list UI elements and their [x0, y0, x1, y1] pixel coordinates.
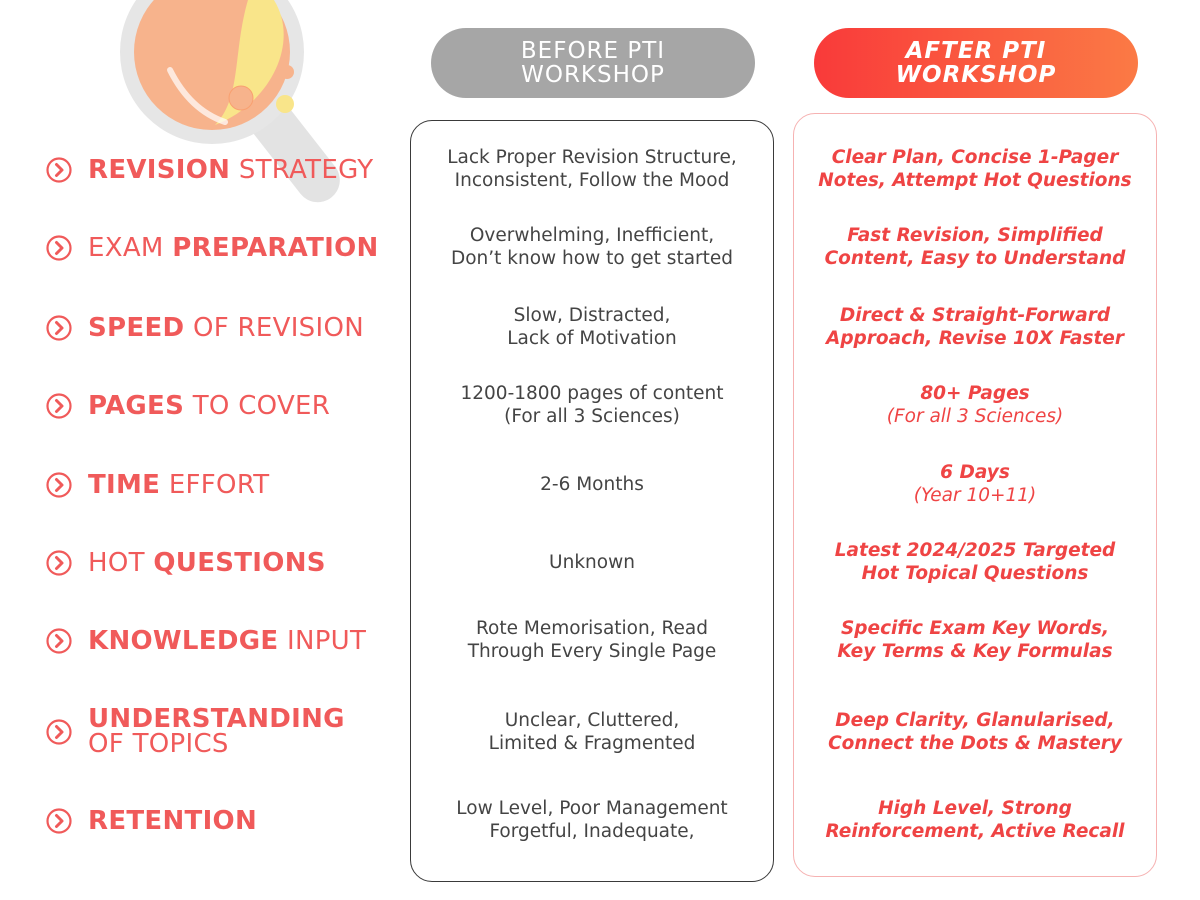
chevron-right-circle-icon [46, 550, 72, 576]
row-label-normal: EFFORT [160, 469, 270, 500]
row-label [46, 154, 374, 185]
before-cell [410, 304, 774, 350]
row-label-bold: RETENTION [88, 805, 258, 836]
after-cell-line: Hot Topical Questions [861, 563, 1089, 584]
after-header-line1: AFTER PTI [905, 38, 1047, 64]
row-label-bold: KNOWLEDGE [88, 625, 279, 656]
after-cell-line: Clear Plan, Concise 1-Pager [831, 147, 1119, 168]
chevron-right-circle-icon [46, 472, 72, 498]
row-label-text [88, 390, 331, 421]
before-cell [410, 473, 774, 496]
after-cell-line: Specific Exam Key Words, [840, 618, 1110, 639]
chevron-right-circle-icon [46, 315, 72, 341]
row-label-text [88, 805, 258, 836]
after-cell-line: (For all 3 Sciences) [886, 406, 1064, 427]
before-cell [410, 551, 774, 574]
before-cell-line: Through Every Single Page [467, 641, 717, 662]
chevron-right-circle-icon [46, 808, 72, 834]
row-label-normal: HOT [88, 547, 154, 578]
after-cell-line: 80+ Pages [920, 383, 1030, 404]
after-cell-line: Key Terms & Key Formulas [837, 641, 1113, 662]
before-header-line2: WORKSHOP [521, 62, 665, 88]
after-cell [793, 539, 1157, 585]
after-cell [793, 146, 1157, 192]
after-cell-line: Fast Revision, Simplified [847, 225, 1103, 246]
row-label-text [88, 625, 367, 656]
row-label-text [88, 547, 326, 578]
before-cell-line: Slow, Distracted, [513, 305, 671, 326]
before-cell-line: Inconsistent, Follow the Mood [454, 170, 730, 191]
after-cell [793, 709, 1157, 755]
row-label [46, 469, 270, 500]
after-cell-line: 6 Days [940, 462, 1010, 483]
before-cell-line: Lack Proper Revision Structure, [447, 147, 737, 168]
row-label-text [88, 469, 270, 500]
after-cell-line: Latest 2024/2025 Targeted [834, 540, 1116, 561]
after-cell [793, 617, 1157, 663]
before-cell-line: Don’t know how to get started [450, 248, 734, 269]
after-cell-line: (Year 10+11) [913, 485, 1037, 506]
row-label-line2: OF TOPICS [88, 729, 229, 759]
after-cell-line: Content, Easy to Understand [824, 248, 1126, 269]
before-cell [410, 617, 774, 663]
before-cell-line: 1200-1800 pages of content [460, 383, 724, 404]
row-label-bold: SPEED [88, 312, 185, 343]
after-cell [793, 461, 1157, 507]
before-cell [410, 382, 774, 428]
after-cell [793, 382, 1157, 428]
row-label [46, 704, 345, 759]
row-label [46, 312, 364, 343]
row-label-bold: UNDERSTANDING [88, 704, 345, 734]
chevron-right-circle-icon [46, 157, 72, 183]
after-cell-line: Approach, Revise 10X Faster [826, 328, 1124, 349]
row-label-normal: INPUT [278, 625, 367, 656]
before-cell-line: (For all 3 Sciences) [504, 406, 680, 427]
after-header-line2: WORKSHOP [895, 62, 1057, 88]
before-cell-line: Unknown [549, 551, 635, 573]
before-cell [410, 146, 774, 192]
row-label-normal: STRATEGY [230, 154, 374, 185]
after-header [814, 28, 1138, 98]
before-cell-line: Low Level, Poor Management [456, 798, 728, 819]
chevron-right-circle-icon [46, 719, 72, 745]
before-cell [410, 224, 774, 270]
row-label-bold: REVISION [88, 154, 231, 185]
row-label-normal: OF REVISION [184, 312, 364, 343]
before-cell-line: Rote Memorisation, Read [476, 618, 708, 639]
row-label [46, 232, 379, 263]
before-cell-line: Unclear, Cluttered, [504, 710, 680, 731]
row-label-bold: PAGES [88, 390, 185, 421]
after-cell-line: High Level, Strong [878, 798, 1072, 819]
flask-icon [0, 0, 420, 220]
after-cell-line: Direct & Straight-Forward [839, 305, 1111, 326]
row-label-text [88, 312, 364, 343]
row-label-text [88, 232, 379, 263]
row-label-bold: PREPARATION [172, 232, 379, 263]
row-label [46, 547, 326, 578]
row-label-bold: TIME [88, 469, 161, 500]
before-cell [410, 709, 774, 755]
before-cell-line: 2-6 Months [540, 473, 644, 495]
row-label-text [88, 154, 374, 185]
after-cell [793, 797, 1157, 843]
row-label [46, 625, 367, 656]
row-label-bold: QUESTIONS [153, 547, 326, 578]
after-cell-line: Connect the Dots & Mastery [828, 733, 1122, 754]
after-cell-line: Deep Clarity, Glanularised, [835, 710, 1115, 731]
row-label-normal: EXAM [88, 232, 173, 263]
before-cell [410, 797, 774, 843]
row-label [46, 805, 258, 836]
chevron-right-circle-icon [46, 393, 72, 419]
row-label-normal: TO COVER [184, 390, 331, 421]
chevron-right-circle-icon [46, 235, 72, 261]
after-cell [793, 224, 1157, 270]
before-cell-line: Lack of Motivation [507, 328, 677, 349]
after-cell [793, 304, 1157, 350]
before-header-line1: BEFORE PTI [520, 38, 666, 64]
after-cell-line: Notes, Attempt Hot Questions [818, 170, 1132, 191]
before-cell-line: Forgetful, Inadequate, [489, 821, 695, 842]
after-cell-line: Reinforcement, Active Recall [825, 821, 1125, 842]
before-header [431, 28, 755, 98]
row-label [46, 390, 331, 421]
before-cell-line: Limited & Fragmented [488, 733, 696, 754]
row-label-text [88, 704, 345, 759]
chevron-right-circle-icon [46, 628, 72, 654]
before-cell-line: Overwhelming, Inefficient, [469, 225, 715, 246]
